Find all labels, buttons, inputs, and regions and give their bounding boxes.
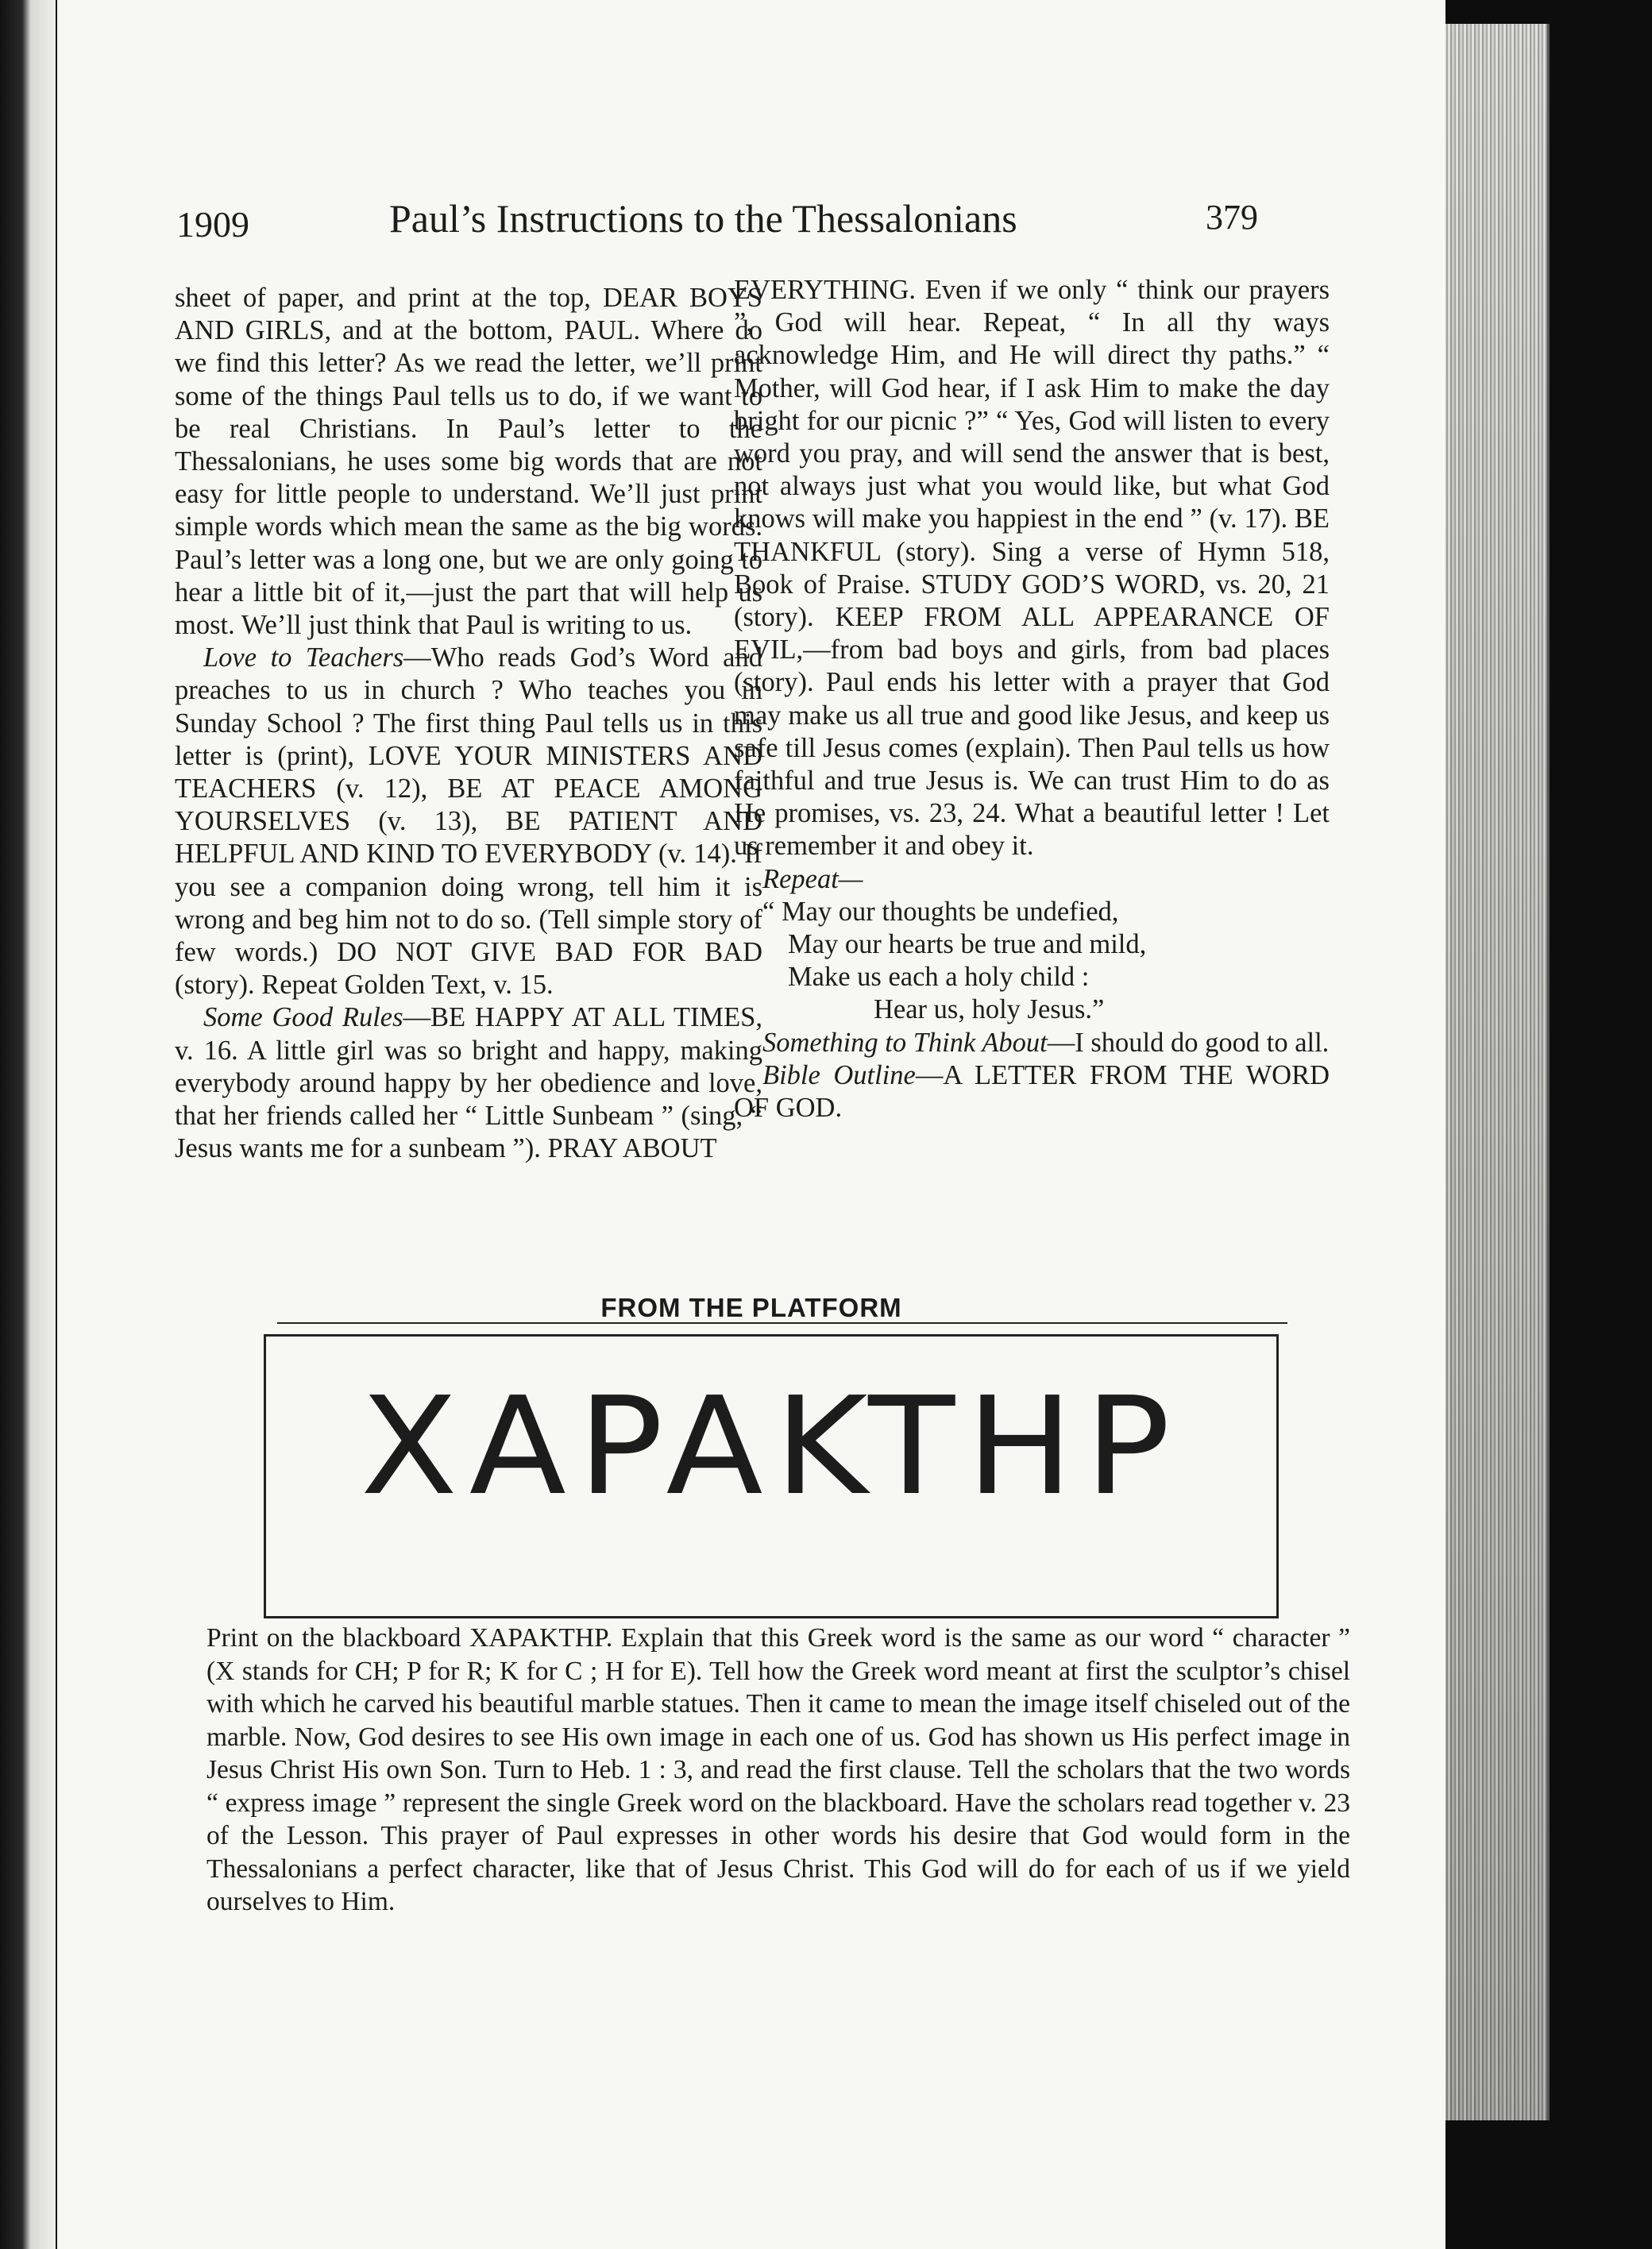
previous-page-edge (0, 0, 56, 2249)
left-paragraph-2 (175, 642, 762, 1001)
left-paragraph-1: sheet of paper, and print at the top, DEAR BOYS AND GIRLS, and at the bottom, PAUL. Where do we find this letter? As we read the letter, we’ll print some of the things Paul tells us to do, if we want to be real Christians. In Paul’s letter to the Thessalonians, he uses some big words that are not easy for little people to understand. We’ll just print simple words which mean the same as the big words. Paul’s letter was a long one, but we are only going to hear a little bit of it,—just the part that will help us most. We’ll just think that Paul is writing to us. (175, 283, 762, 641)
bible-outline-heading: Bible Outline (762, 1059, 916, 1090)
repeat-heading (734, 863, 1330, 896)
love-to-teachers-heading: Love to Teachers (203, 642, 404, 673)
from-the-platform-heading: FROM THE PLATFORM (600, 1293, 902, 1322)
header-title: Paul’s Instructions to the Thessalonians (389, 196, 1017, 241)
good-rules-heading: Some Good Rules (203, 1002, 403, 1033)
platform-explanation: Print on the blackboard XAPAKTHP. Explain that this Greek word is the same as our word “ character ” (X stands for CH; P for R; K for C ; H for E). Tell how the Greek word meant at first the sculptor’s chisel with which he carved his beautiful marble statues. Then it came to mean the image itself chiseled out of the marble. Now, God desires to see His own image in each one of us. God has shown us His perfect image in Jesus Christ His own Son. Turn to Heb. 1 : 3, and read the first clause. Tell the scholars that the two words “ express image ” represent the single Greek word on the blackboard. Have the scholars read together v. 23 of the Lesson. This prayer of Paul expresses in other words his desire that God would form in the Thessalonians a perfect character, like that of Jesus Christ. This God will do for each of us if we yield ourselves to Him. (206, 1623, 1350, 1916)
blackboard-frame (264, 1334, 1279, 1618)
hymn-line: “ May our thoughts be undefied, (762, 896, 1119, 927)
good-rules-text: —BE HAPPY AT ALL TIMES, v. 16. A little girl was so bright and happy, making everybody around happy by her obedience and love, that her friends called her “ Little Sunbeam ” (sing, “ Jesus wants me for a sunbeam ”). PRAY ABOUT (175, 1002, 762, 1164)
right-paragraph-1: EVERYTHING. Even if we only “ think our prayers ”, God will hear. Repeat, “ In all thy ways acknowledge Him, and He will direct thy paths.” “ Mother, will God hear, if I ask Him to make the day bright for our picnic ?” “ Yes, God will listen to every word you pray, and will send the answer that is best, not always just what you would like, but what God knows will make you happiest in the end ” (v. 17). BE THANKFUL (story). Sing a verse of Hymn 518, Book of Praise. STUDY GOD’S WORD, vs. 20, 21 (story). KEEP FROM ALL APPEARANCE OF EVIL,—from bad boys and girls, from bad places (story). Paul ends his letter with a prayer that God may make us all true and good like Jesus, and keep us safe till Jesus comes (explain). Then Paul tells us how faithful and true Jesus is. We can trust Him to do as He promises, vs. 23, 24. What a beautiful letter ! Let us remember it and obey it. (734, 275, 1330, 862)
hymn-verse (762, 896, 1330, 1027)
think-about-paragraph (734, 1027, 1330, 1059)
repeat-heading-text: Repeat— (762, 863, 863, 894)
bible-outline-text: —A LETTER FROM THE WORD OF GOD. (734, 1059, 1330, 1124)
hymn-line: May our hearts be true and mild, (788, 929, 1147, 960)
right-column (734, 274, 1330, 1124)
book-page-edges (1436, 24, 1550, 2120)
hymn-line: Make us each a holy child : (788, 962, 1090, 993)
page-number: 379 (1206, 198, 1258, 237)
think-about-text: —I should do good to all. (1047, 1027, 1330, 1058)
left-column (175, 282, 762, 1165)
blackboard-word: XAPAKTHP (360, 1368, 1183, 1526)
think-about-heading: Something to Think About (762, 1027, 1048, 1058)
bible-outline-paragraph (734, 1059, 1330, 1124)
running-header (57, 189, 1446, 253)
hymn-line: Hear us, holy Jesus.” (874, 994, 1105, 1025)
left-paragraph-3 (175, 1001, 762, 1165)
book-page (57, 0, 1446, 2249)
love-to-teachers-text: —Who reads God’s Word and preaches to us in church ? Who teaches you in Sunday School ? The first thing Paul tells us in this letter is (print), LOVE YOUR MINISTERS AND TEACHERS (v. 12), BE AT PEACE AMONG YOURSELVES (v. 13), BE PATIENT AND HELPFUL AND KIND TO EVERYBODY (v. 14). If you see a companion doing wrong, tell him it is wrong and beg him not to do so. (Tell simple story of few words.) DO NOT GIVE BAD FOR BAD (story). Repeat Golden Text, v. 15. (175, 642, 762, 1001)
header-year: 1909 (176, 204, 249, 245)
